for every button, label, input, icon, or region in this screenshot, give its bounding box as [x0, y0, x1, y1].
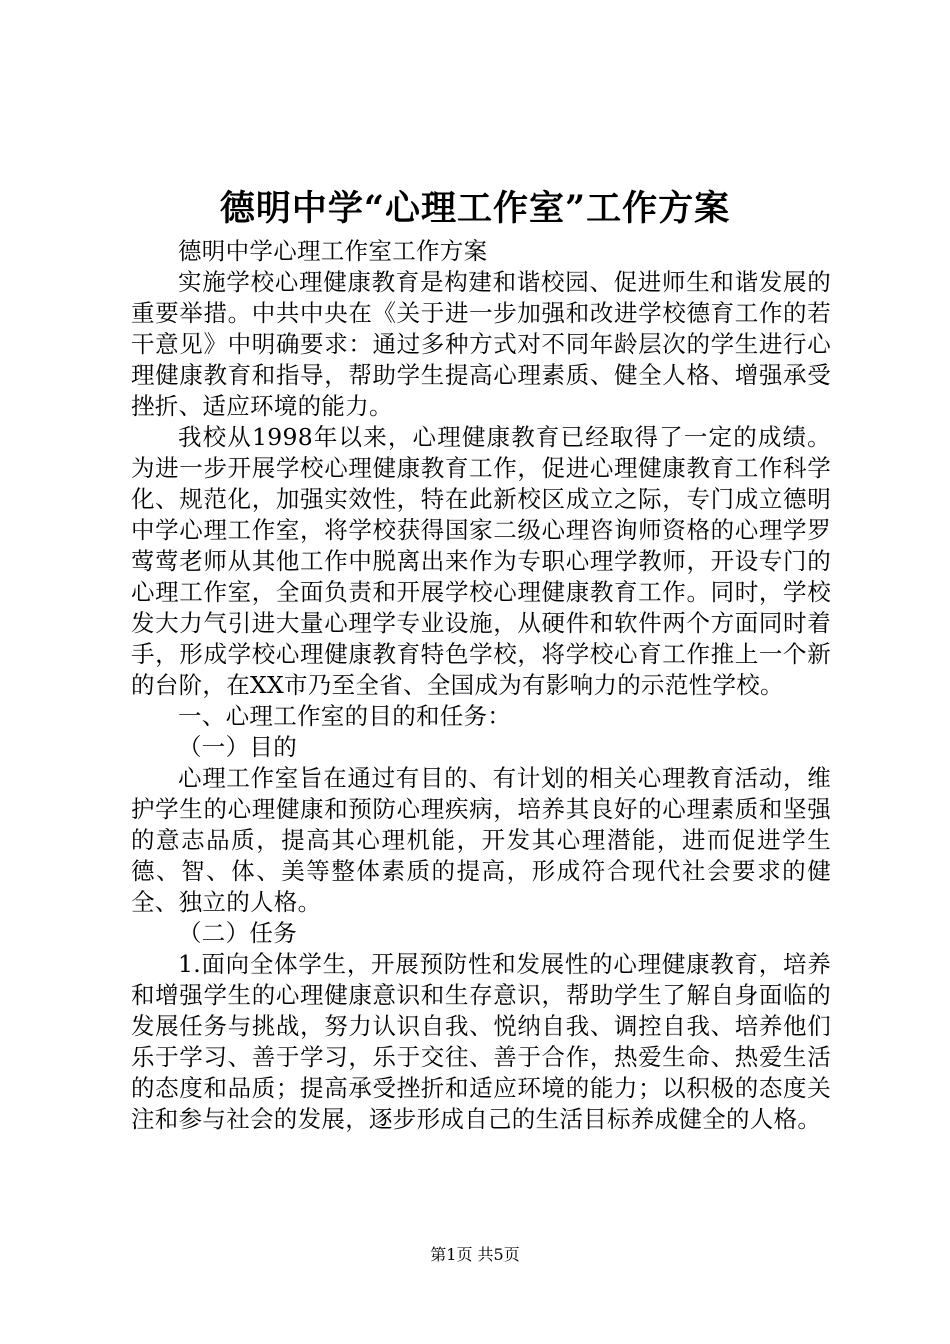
subsection-heading-tasks: （二）任务 — [178, 919, 297, 947]
paragraph-intro: 实施学校心理健康教育是构建和谐校园、促进师生和谐发展的重要举措。中共中央在《关于进一步加强和改进学校德育工作的若干意见》中明确要求：通过多种方式对不同年龄层次的学生进行心理健康教育和指导，帮助学生提高心理素质、健全人格、增强承受挫折、适应环境的能力。 — [131, 268, 831, 420]
document-title: 德明中学“心理工作室”工作方案 — [219, 188, 731, 229]
page-footer: 第1页 共5页 — [430, 1245, 520, 1264]
section-heading-purpose-and-tasks: 一、心理工作室的目的和任务： — [178, 702, 512, 730]
paragraph-purpose: 心理工作室旨在通过有目的、有计划的相关心理教育活动，维护学生的心理健康和预防心理疾病，培养其良好的心理素质和坚强的意志品质，提高其心理机能，开发其心理潜能，进而促进学生德、智、体、美等整体素质的提高，形成符合现代社会要求的健全、独立的人格。 — [131, 764, 831, 916]
paragraph-subtitle: 德明中学心理工作室工作方案 — [178, 237, 488, 265]
subsection-heading-purpose: （一）目的 — [178, 733, 297, 761]
paragraph-task-1: 1.面向全体学生，开展预防性和发展性的心理健康教育，培养和增强学生的心理健康意识和生存意识，帮助学生了解自身面临的发展任务与挑战，努力认识自我、悦纳自我、调控自我、培养他们乐于学习、善于学习，乐于交往、善于合作，热爱生命、热爱生活的态度和品质；提高承受挫折和适应环境的能力；以积极的态度关注和参与社会的发展，逐步形成自己的生活目标养成健全的人格。 — [131, 950, 831, 1133]
paragraph-background: 我校从1998年以来，心理健康教育已经取得了一定的成绩。为进一步开展学校心理健康教育工作，促进心理健康教育工作科学化、规范化，加强实效性，特在此新校区成立之际，专门成立德明中学心理工作室，将学校获得国家二级心理咨询师资格的心理学罗莺莺老师从其他工作中脱离出来作为专职心理学教师，开设专门的心理工作室，全面负责和开展学校心理健康教育工作。同时，学校发大力气引进大量心理学专业设施，从硬件和软件两个方面同时着手，形成学校心理健康教育特色学校，将学校心育工作推上一个新的台阶，在XX市乃至全省、全国成为有影响力的示范性学校。 — [131, 423, 831, 699]
document-body — [131, 236, 831, 1135]
